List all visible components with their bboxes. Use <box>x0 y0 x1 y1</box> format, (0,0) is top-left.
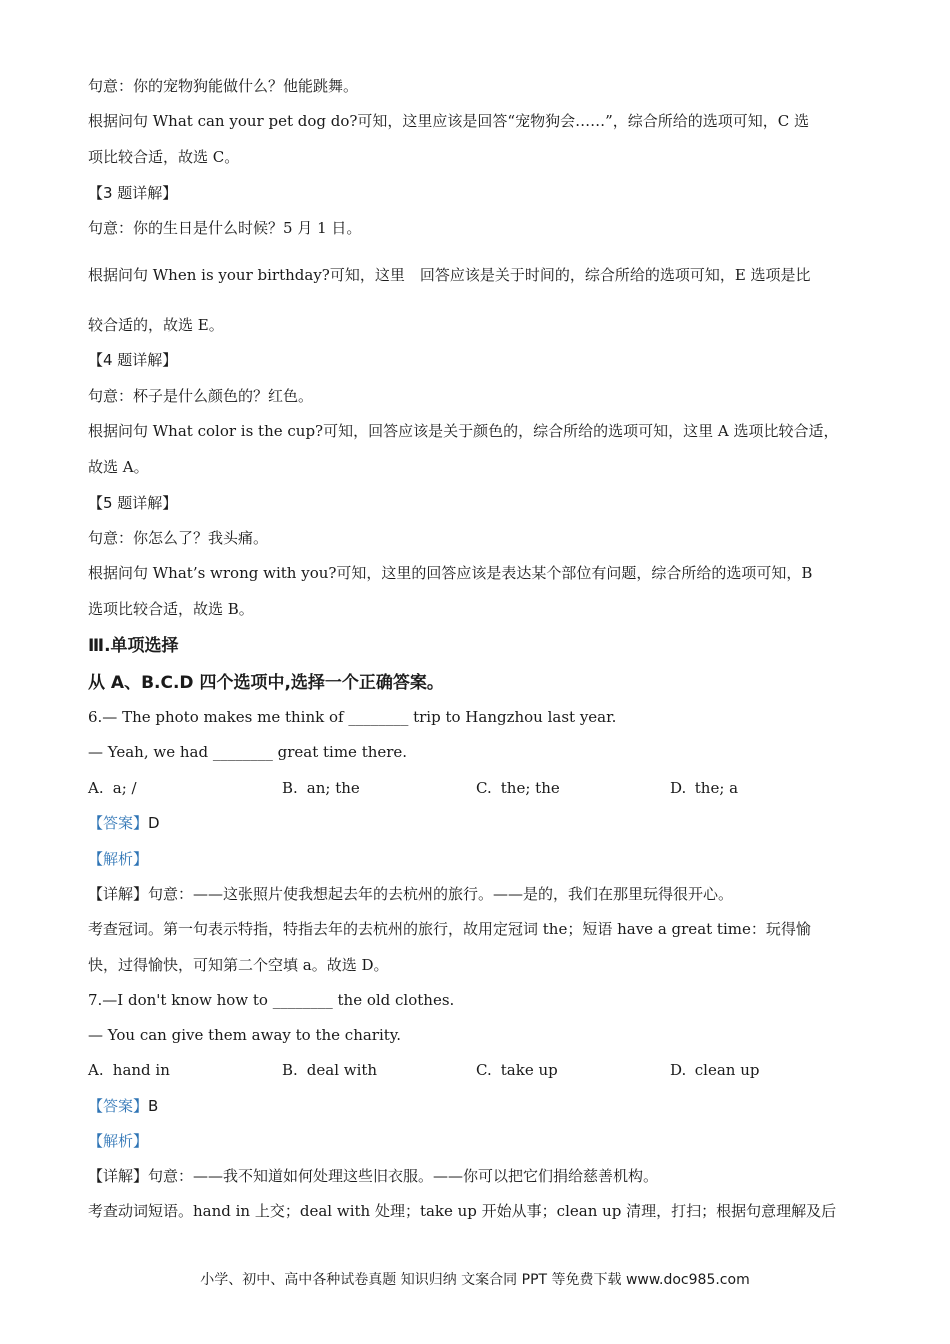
text-line: 句意：你的宠物狗能做什么？他能跳舞。 <box>88 77 359 95</box>
option-letter: B. <box>282 1061 298 1079</box>
option-d <box>670 778 738 798</box>
section-title: Ⅲ.单项选择 <box>88 636 179 656</box>
option-letter: B. <box>282 779 298 797</box>
text-line: 快，过得愉快，可知第二个空填 a。故选 D。 <box>88 956 389 974</box>
sub-question-heading: 【4 题详解】 <box>88 351 178 369</box>
detail-label: 【详解】 <box>88 885 149 903</box>
page-footer: 小学、初中、高中各种试卷真题 知识归纳 文案合同 PPT 等免费下载 www.doc985.com <box>200 1272 750 1288</box>
option-letter: D. <box>670 1061 687 1079</box>
option-text: take up <box>500 1061 558 1079</box>
question-stem: — You can give them away to the charity. <box>88 1026 402 1044</box>
option-c <box>476 778 560 798</box>
text-line: 故选 A。 <box>88 458 149 476</box>
text-line: 根据问句 What can your pet dog do?可知，这里应该是回答“宠物狗会……”，综合所给的选项可知，C 选 <box>88 112 809 130</box>
text-line: 根据问句 What color is the cup?可知，回答应该是关于颜色的，综合所给的选项可知，这里 A 选项比较合适， <box>88 422 839 440</box>
option-b <box>282 778 360 798</box>
question-stem: 7.—I don't know how to ________ the old clothes. <box>88 991 455 1009</box>
text-line: 考查动词短语。hand in 上交；deal with 处理；take up 开始从事；clean up 清理，打扫；根据句意理解及后 <box>88 1202 837 1220</box>
analysis-label: 【解析】 <box>88 1132 149 1150</box>
answer-value: D <box>148 814 160 832</box>
question-stem: 6.— The photo makes me think of ________ trip to Hangzhou last year. <box>88 708 617 726</box>
option-c <box>476 1060 558 1080</box>
option-a <box>88 1060 170 1080</box>
text-line: 较合适的，故选 E。 <box>88 316 224 334</box>
option-d <box>670 1060 760 1080</box>
analysis-label: 【解析】 <box>88 850 149 868</box>
option-text: a; / <box>112 779 137 797</box>
option-b <box>282 1060 377 1080</box>
option-text: clean up <box>694 1061 760 1079</box>
option-letter: C. <box>476 779 492 797</box>
option-letter: C. <box>476 1061 492 1079</box>
detail-text: 句意：——这张照片使我想起去年的去杭州的旅行。——是的，我们在那里玩得很开心。 <box>148 885 734 903</box>
text-line: 考查冠词。第一句表示特指，特指去年的去杭州的旅行，故用定冠词 the；短语 have a great time：玩得愉 <box>88 920 811 938</box>
option-letter: A. <box>88 1061 104 1079</box>
question-stem: — Yeah, we had ________ great time there. <box>88 743 408 761</box>
detail-text: 句意：——我不知道如何处理这些旧衣服。——你可以把它们捐给慈善机构。 <box>148 1167 659 1185</box>
option-text: an; the <box>306 779 360 797</box>
detail-label: 【详解】 <box>88 1167 149 1185</box>
option-a <box>88 778 137 798</box>
answer-line <box>88 813 160 833</box>
text-line: 句意：你怎么了？我头痛。 <box>88 529 269 547</box>
answer-label: 【答案】 <box>88 814 149 832</box>
answer-value: B <box>148 1097 159 1115</box>
option-letter: A. <box>88 779 104 797</box>
section-instruction: 从 A、B.C.D 四个选项中,选择一个正确答案。 <box>88 673 444 693</box>
option-text: the; the <box>500 779 560 797</box>
sub-question-heading: 【3 题详解】 <box>88 184 178 202</box>
option-text: the; a <box>694 779 739 797</box>
text-line: 根据问句 When is your birthday?可知，这里 回答应该是关于时间的，综合所给的选项可知，E 选项是比 <box>88 266 811 284</box>
sub-question-heading: 【5 题详解】 <box>88 494 178 512</box>
text-line: 句意：你的生日是什么时候？5 月 1 日。 <box>88 219 362 237</box>
text-line: 根据问句 What’s wrong with you?可知，这里的回答应该是表达某个部位有问题，综合所给的选项可知，B <box>88 564 813 582</box>
text-line: 句意：杯子是什么颜色的？红色。 <box>88 387 314 405</box>
text-line: 选项比较合适，故选 B。 <box>88 600 254 618</box>
text-line: 项比较合适，故选 C。 <box>88 148 240 166</box>
option-text: deal with <box>306 1061 378 1079</box>
option-text: hand in <box>112 1061 170 1079</box>
detail-line <box>88 884 733 904</box>
option-letter: D. <box>670 779 687 797</box>
detail-line <box>88 1166 658 1186</box>
answer-line <box>88 1096 158 1116</box>
answer-label: 【答案】 <box>88 1097 149 1115</box>
